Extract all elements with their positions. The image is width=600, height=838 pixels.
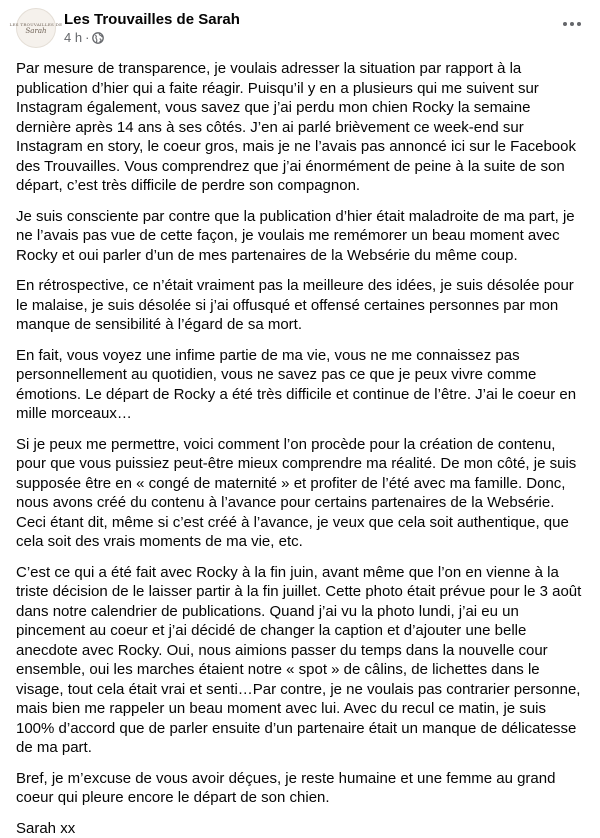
post-paragraph: Si je peux me permettre, voici comment l’on procède pour la création de contenu, pour que vous puissiez peut-être mieux comprendre ma réalité. De mon côté, je suis supposée être en « congé de maternité » et profiter de l’été avec ma famille. Donc, nous avons créé du contenu à l’avance pour certains partenaires de la Websérie. Ceci étant dit, même si c’est créé à l’avance, je veux que cela soit authentique, que cela soit des vrais moments de ma vie, etc.: [16, 435, 584, 552]
avatar-logo-script: Sarah: [26, 27, 47, 35]
post-meta: [64, 10, 240, 46]
post-subline: [64, 30, 240, 46]
post-paragraph: C’est ce qui a été fait avec Rocky à la fin juin, avant même que l’on en vienne à la triste décision de le laisser partir à la fin juillet. Cette photo était prévue pour le 3 août dans notre calendrier de publications. Quand j’ai vu la photo lundi, j’ai eu un pincement au coeur et j’ai décidé de changer la caption et d’ajouter une belle anecdote avec Rocky. Oui, nous aimions passer du temps dans la nouvelle cour ensemble, oui les marches étaient notre « spot » de câlins, de lichettes dans le visage, tout cela était vrai et senti…Par contre, je ne voulais pas contrarier personne, mais bien me rappeler un beau moment avec lui. Avec du recul ce matin, je suis 100% d’accord que de parler ensuite d’un partenaire était un manque de délicatesse de ma part.: [16, 563, 584, 758]
post-signature: Sarah xx: [16, 819, 584, 838]
post-header: [16, 8, 584, 48]
globe-icon[interactable]: [92, 32, 104, 44]
page-name-link[interactable]: Les Trouvailles de Sarah: [64, 10, 240, 29]
post-paragraph: En rétrospective, ce n’était vraiment pas la meilleure des idées, je suis désolée pour le malaise, je suis désolée si j’ai offusqué et offensé certaines personnes par mon manque de sensibilité à l’égard de sa mort.: [16, 276, 584, 335]
post-paragraph: Par mesure de transparence, je voulais adresser la situation par rapport à la publication d’hier qui a faite réagir. Puisqu’il y en a plusieurs qui me suivent sur Instagram également, vous savez que j’ai perdu mon chien Rocky la semaine dernière après 14 ans à ses côtés. J’en ai parlé brièvement ce week-end sur Instagram en story, le coeur gros, mais je ne l’avais pas annoncé ici sur le Facebook des Trouvailles. Vous comprendrez que j’ai énormément de peine à la suite de son départ, c’est très difficile de perdre son compagnon.: [16, 59, 584, 196]
post-paragraph: Bref, je m’excuse de vous avoir déçues, je reste humaine et une femme au grand coeur qui pleure encore le départ de son chien.: [16, 769, 584, 808]
avatar-logo-top: LES TROUVAILLES DE: [10, 22, 63, 27]
more-options-button[interactable]: [558, 14, 586, 34]
more-horizontal-icon: [570, 22, 574, 26]
post-paragraph: En fait, vous voyez une infime partie de ma vie, vous ne me connaissez pas personnellement au quotidien, vous ne savez pas ce que je peux vivre comme émotions. Le départ de Rocky a été très difficile et continue de l’être. J’ai le coeur en mille morceaux…: [16, 346, 584, 424]
separator-dot: ·: [85, 30, 89, 46]
post-body: [16, 59, 584, 838]
post-timestamp[interactable]: 4 h: [64, 30, 82, 46]
more-horizontal-icon: [563, 22, 567, 26]
page-avatar[interactable]: [16, 8, 56, 48]
post-paragraph: Je suis consciente par contre que la publication d’hier était maladroite de ma part, je ne l’avais pas vue de cette façon, je voulais me remémorer un beau moment avec Rocky et oui parler d’un de mes partenaires de la Websérie du même coup.: [16, 207, 584, 266]
more-horizontal-icon: [577, 22, 581, 26]
